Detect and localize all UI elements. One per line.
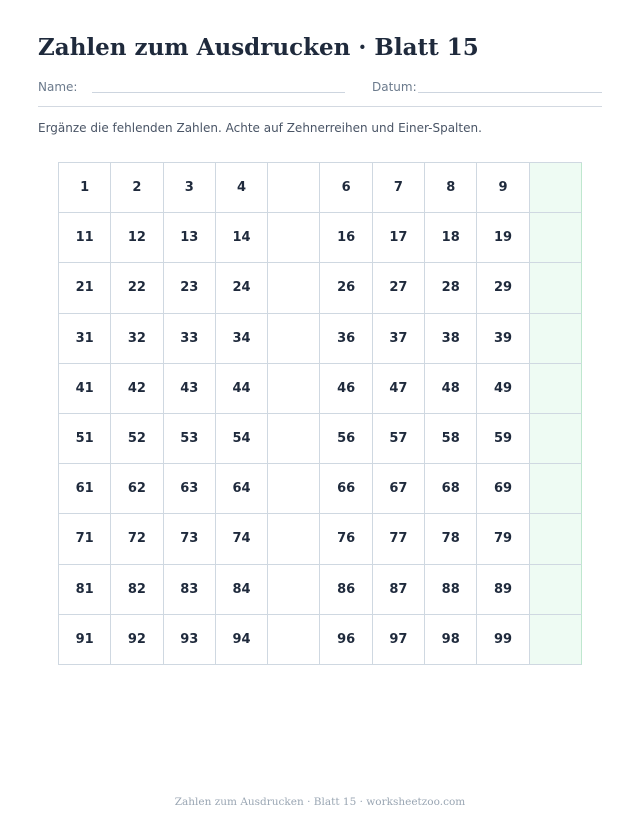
grid-cell: 72 xyxy=(111,514,163,564)
grid-cell xyxy=(530,263,582,313)
grid-cell: 24 xyxy=(216,263,268,313)
grid-cell: 36 xyxy=(320,314,372,364)
header-divider xyxy=(38,106,602,107)
grid-cell: 82 xyxy=(111,565,163,615)
grid-cell xyxy=(268,414,320,464)
grid-cell: 52 xyxy=(111,414,163,464)
grid-cell: 46 xyxy=(320,364,372,414)
grid-cell: 48 xyxy=(425,364,477,414)
grid-cell xyxy=(268,213,320,263)
grid-cell: 21 xyxy=(59,263,111,313)
grid-cell: 49 xyxy=(477,364,529,414)
grid-cell xyxy=(268,364,320,414)
grid-cell: 4 xyxy=(216,163,268,213)
grid-cell: 19 xyxy=(477,213,529,263)
grid-cell: 93 xyxy=(164,615,216,665)
grid-cell: 32 xyxy=(111,314,163,364)
grid-cell xyxy=(268,514,320,564)
grid-cell xyxy=(268,464,320,514)
grid-cell xyxy=(530,615,582,665)
grid-cell: 18 xyxy=(425,213,477,263)
grid-cell: 57 xyxy=(373,414,425,464)
grid-cell: 38 xyxy=(425,314,477,364)
grid-cell: 89 xyxy=(477,565,529,615)
grid-cell: 96 xyxy=(320,615,372,665)
grid-cell: 68 xyxy=(425,464,477,514)
grid-cell: 41 xyxy=(59,364,111,414)
grid-cell: 73 xyxy=(164,514,216,564)
grid-cell xyxy=(268,615,320,665)
grid-cell: 54 xyxy=(216,414,268,464)
grid-cell: 42 xyxy=(111,364,163,414)
grid-cell xyxy=(530,565,582,615)
grid-cell: 84 xyxy=(216,565,268,615)
grid-cell: 83 xyxy=(164,565,216,615)
grid-cell xyxy=(530,314,582,364)
grid-cell: 74 xyxy=(216,514,268,564)
grid-cell: 23 xyxy=(164,263,216,313)
grid-cell: 58 xyxy=(425,414,477,464)
grid-cell: 1 xyxy=(59,163,111,213)
page-title: Zahlen zum Ausdrucken · Blatt 15 xyxy=(38,34,479,61)
grid-cell xyxy=(530,514,582,564)
grid-cell: 39 xyxy=(477,314,529,364)
grid-cell: 78 xyxy=(425,514,477,564)
grid-cell xyxy=(530,213,582,263)
grid-cell xyxy=(268,163,320,213)
name-line xyxy=(92,92,345,93)
grid-cell xyxy=(268,314,320,364)
grid-cell: 86 xyxy=(320,565,372,615)
grid-cell xyxy=(530,414,582,464)
grid-cell: 61 xyxy=(59,464,111,514)
grid-cell: 27 xyxy=(373,263,425,313)
grid-cell: 33 xyxy=(164,314,216,364)
grid-cell: 76 xyxy=(320,514,372,564)
grid-cell: 29 xyxy=(477,263,529,313)
grid-cell: 37 xyxy=(373,314,425,364)
grid-cell: 59 xyxy=(477,414,529,464)
grid-cell: 31 xyxy=(59,314,111,364)
grid-cell: 91 xyxy=(59,615,111,665)
grid-cell: 97 xyxy=(373,615,425,665)
grid-cell: 51 xyxy=(59,414,111,464)
grid-cell: 44 xyxy=(216,364,268,414)
grid-cell: 92 xyxy=(111,615,163,665)
grid-cell xyxy=(530,364,582,414)
grid-cell: 22 xyxy=(111,263,163,313)
grid-cell: 13 xyxy=(164,213,216,263)
number-grid xyxy=(58,162,582,665)
grid-cell: 71 xyxy=(59,514,111,564)
grid-cell: 64 xyxy=(216,464,268,514)
grid-cell: 77 xyxy=(373,514,425,564)
grid-cell: 8 xyxy=(425,163,477,213)
grid-cell: 12 xyxy=(111,213,163,263)
grid-cell: 26 xyxy=(320,263,372,313)
footer-text: Zahlen zum Ausdrucken · Blatt 15 · worksheetzoo.com xyxy=(174,796,466,808)
grid-cell: 11 xyxy=(59,213,111,263)
instruction-text: Ergänze die fehlenden Zahlen. Achte auf Zehnerreihen und Einer-Spalten. xyxy=(38,121,482,135)
grid-cell: 69 xyxy=(477,464,529,514)
grid-cell: 94 xyxy=(216,615,268,665)
grid-cell: 98 xyxy=(425,615,477,665)
grid-cell: 99 xyxy=(477,615,529,665)
grid-cell: 63 xyxy=(164,464,216,514)
grid-cell: 16 xyxy=(320,213,372,263)
grid-cell: 3 xyxy=(164,163,216,213)
grid-cell: 66 xyxy=(320,464,372,514)
grid-cell: 17 xyxy=(373,213,425,263)
date-label: Datum: xyxy=(372,80,417,94)
grid-cell: 7 xyxy=(373,163,425,213)
grid-cell: 81 xyxy=(59,565,111,615)
grid-cell xyxy=(268,263,320,313)
grid-cell: 56 xyxy=(320,414,372,464)
grid-cell: 28 xyxy=(425,263,477,313)
grid-cell: 2 xyxy=(111,163,163,213)
grid-cell xyxy=(268,565,320,615)
meta-row xyxy=(38,80,602,98)
grid-cell xyxy=(530,163,582,213)
grid-cell: 47 xyxy=(373,364,425,414)
grid-cell: 53 xyxy=(164,414,216,464)
grid-cell: 43 xyxy=(164,364,216,414)
grid-cell: 14 xyxy=(216,213,268,263)
grid-cell: 62 xyxy=(111,464,163,514)
grid-cell: 34 xyxy=(216,314,268,364)
grid-cell: 67 xyxy=(373,464,425,514)
grid-cell xyxy=(530,464,582,514)
name-label: Name: xyxy=(38,80,78,94)
date-line xyxy=(418,92,602,93)
grid-cell: 88 xyxy=(425,565,477,615)
grid-cell: 87 xyxy=(373,565,425,615)
grid-cell: 9 xyxy=(477,163,529,213)
grid-cell: 6 xyxy=(320,163,372,213)
grid-cell: 79 xyxy=(477,514,529,564)
